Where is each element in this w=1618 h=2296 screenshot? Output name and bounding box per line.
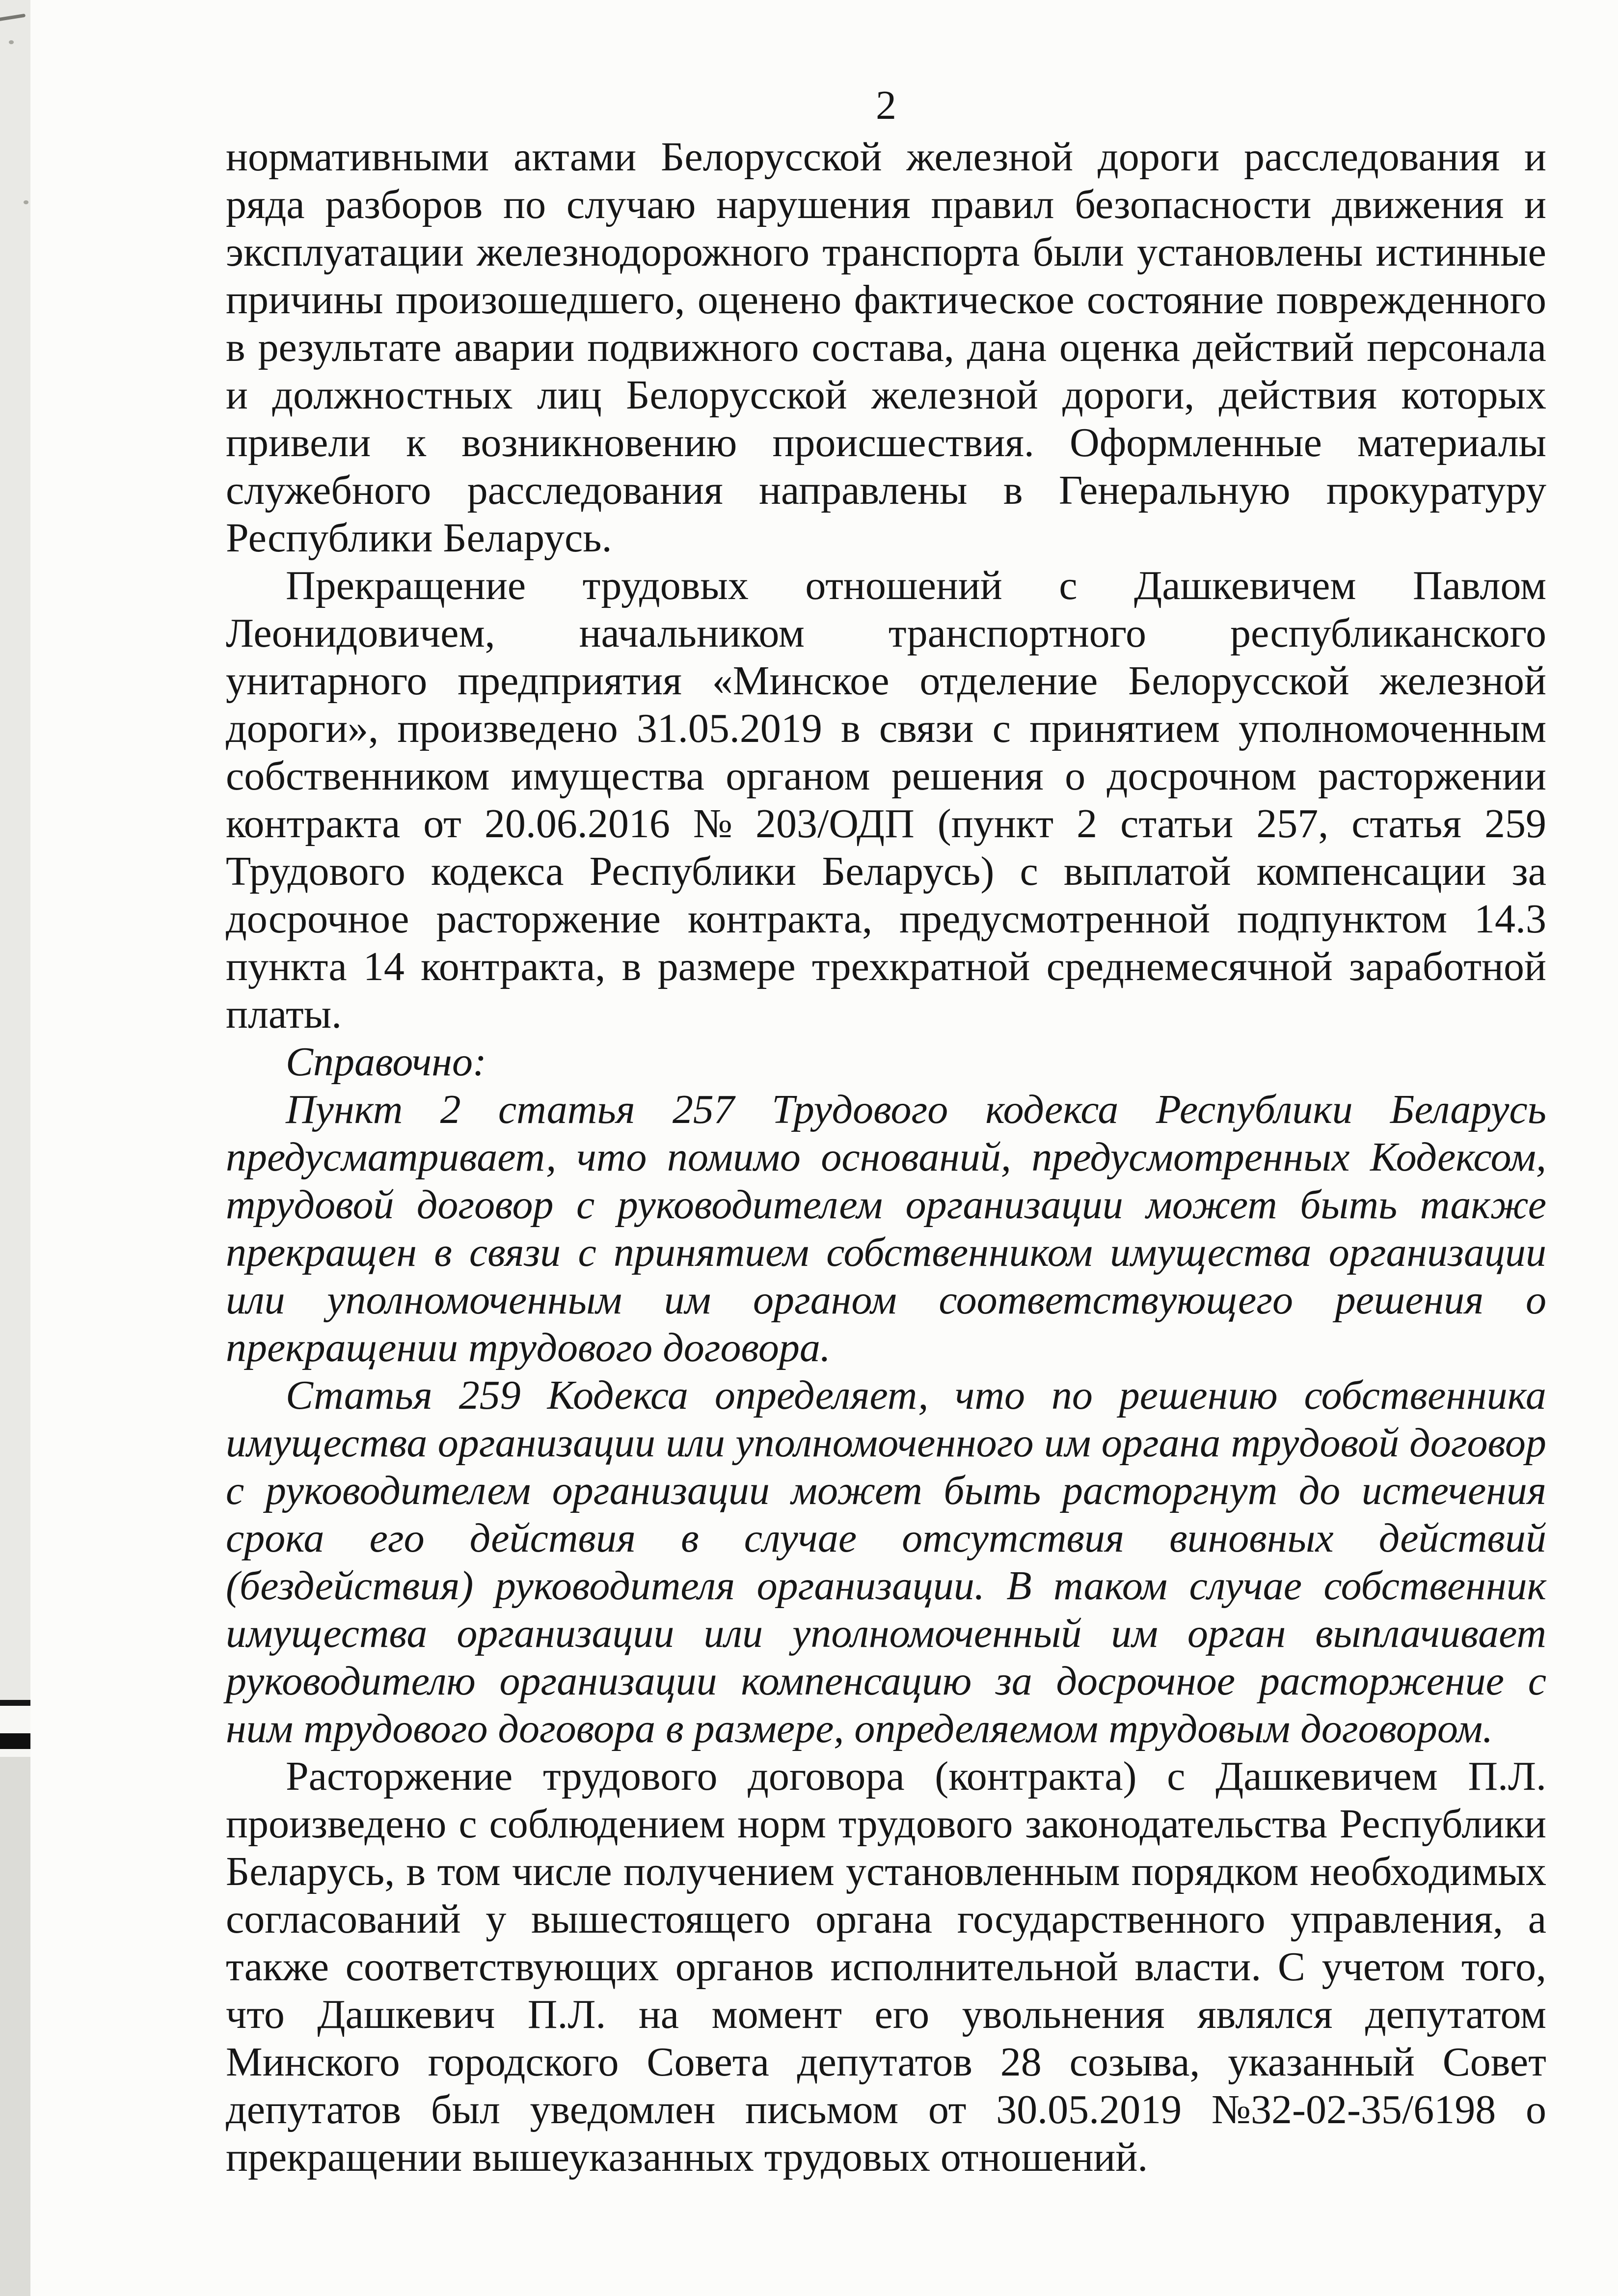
text-line: или уполномоченным им органом соответствующего решения о xyxy=(226,1277,1546,1323)
paragraph xyxy=(226,133,1546,562)
text-line: предусматривает, что помимо оснований, предусмотренных Кодексом, xyxy=(226,1134,1546,1180)
text-line: ряда разборов по случаю нарушения правил безопасности движения и xyxy=(226,182,1546,227)
document-body xyxy=(226,133,1546,2181)
text-line: также соответствующих органов исполнительной власти. С учетом того, xyxy=(226,1944,1546,1990)
scan-edge-gap xyxy=(0,1749,30,1757)
text-line: нормативными актами Белорусской железной дороги расследования и xyxy=(226,134,1546,180)
text-line: прекращении трудового договора. xyxy=(226,1325,831,1370)
paragraph xyxy=(226,562,1546,1038)
text-line: срока его действия в случае отсутствия виновных действий xyxy=(226,1515,1546,1561)
text-line: Трудового кодекса Республики Беларусь) с выплатой компенсации за xyxy=(226,848,1546,894)
text-line: эксплуатации железнодорожного транспорта были установлены истинные xyxy=(226,229,1546,275)
text-line: трудовой договор с руководителем организации может быть также xyxy=(226,1182,1546,1228)
text-line: в результате аварии подвижного состава, дана оценка действий персонала xyxy=(226,325,1546,370)
text-line: прекращении вышеуказанных трудовых отношений. xyxy=(226,2134,1148,2180)
text-line: ним трудового договора в размере, определяемом трудовым договором. xyxy=(226,1706,1493,1751)
text-line: причины произошедшего, оценено фактическое состояние поврежденного xyxy=(226,277,1546,323)
scan-speck xyxy=(9,40,14,44)
text-line: привели к возникновению происшествия. Оформленные материалы xyxy=(226,420,1546,465)
text-line: Беларусь, в том числе получением установленным порядком необходимых xyxy=(226,1849,1546,1894)
text-line: руководителю организации компенсацию за досрочное расторжение с xyxy=(226,1658,1546,1704)
text-line: контракта от 20.06.2016 № 203/ОДП (пункт 2 статьи 257, статья 259 xyxy=(226,801,1546,847)
paragraph xyxy=(226,1752,1546,2181)
text-line: собственником имущества органом решения о досрочном расторжении xyxy=(226,753,1546,799)
text-line: с руководителем организации может быть расторгнут до истечения xyxy=(226,1468,1546,1513)
text-line: Минского городского Совета депутатов 28 созыва, указанный Совет xyxy=(226,2039,1546,2085)
text-line: досрочное расторжение контракта, предусмотренной подпунктом 14.3 xyxy=(226,896,1546,942)
text-line: Пункт 2 статья 257 Трудового кодекса Республики Беларусь xyxy=(286,1087,1546,1132)
text-line: согласований у вышестоящего органа государственного управления, а xyxy=(226,1896,1546,1942)
text-line: Республики Беларусь. xyxy=(226,515,612,561)
text-line: имущества организации или уполномоченный им орган выплачивает xyxy=(226,1611,1546,1656)
scan-edge-strip xyxy=(0,0,30,2296)
page-number: 2 xyxy=(876,82,896,128)
scan-edge-strip-lower xyxy=(0,1757,30,2296)
text-line: пункта 14 контракта, в размере трехкратной среднемесячной заработной xyxy=(226,944,1546,989)
text-line: дороги», произведено 31.05.2019 в связи с принятием уполномоченным xyxy=(226,706,1546,751)
scan-black-bar-thin xyxy=(0,1700,30,1706)
text-line: (бездействия) руководителя организации. В таком случае собственник xyxy=(226,1563,1546,1609)
text-line: платы. xyxy=(226,991,342,1037)
scan-edge-gap xyxy=(0,1706,30,1733)
scan-speck xyxy=(24,200,28,204)
text-line: что Дашкевич П.Л. на момент его увольнения являлся депутатом xyxy=(226,1992,1546,2037)
paragraph xyxy=(226,1086,1546,1371)
text-line: унитарного предприятия «Минское отделение Белорусской железной xyxy=(226,658,1546,704)
paragraph xyxy=(226,1038,1546,1086)
text-line: депутатов был уведомлен письмом от 30.05.2019 №32-02-35/6198 о xyxy=(226,2087,1546,2132)
document-content xyxy=(226,82,1546,2181)
text-line: Справочно: xyxy=(286,1039,486,1085)
scan-scratch-mark xyxy=(0,14,26,22)
text-line: Статья 259 Кодекса определяет, что по решению собственника xyxy=(286,1372,1546,1418)
text-line: Прекращение трудовых отношений с Дашкевичем Павлом xyxy=(286,563,1546,608)
text-line: Расторжение трудового договора (контракта) с Дашкевичем П.Л. xyxy=(286,1753,1546,1799)
text-line: служебного расследования направлены в Генеральную прокуратуру xyxy=(226,467,1546,513)
text-line: имущества организации или уполномоченного им органа трудовой договор xyxy=(226,1420,1546,1466)
text-line: произведено с соблюдением норм трудового законодательства Республики xyxy=(226,1801,1546,1847)
text-line: Леонидовичем, начальником транспортного республиканского xyxy=(226,610,1546,656)
scan-black-bar-thick xyxy=(0,1733,30,1749)
paragraph xyxy=(226,1371,1546,1752)
text-line: и должностных лиц Белорусской железной дороги, действия которых xyxy=(226,372,1546,418)
text-line: прекращен в связи с принятием собственником имущества организации xyxy=(226,1230,1546,1275)
